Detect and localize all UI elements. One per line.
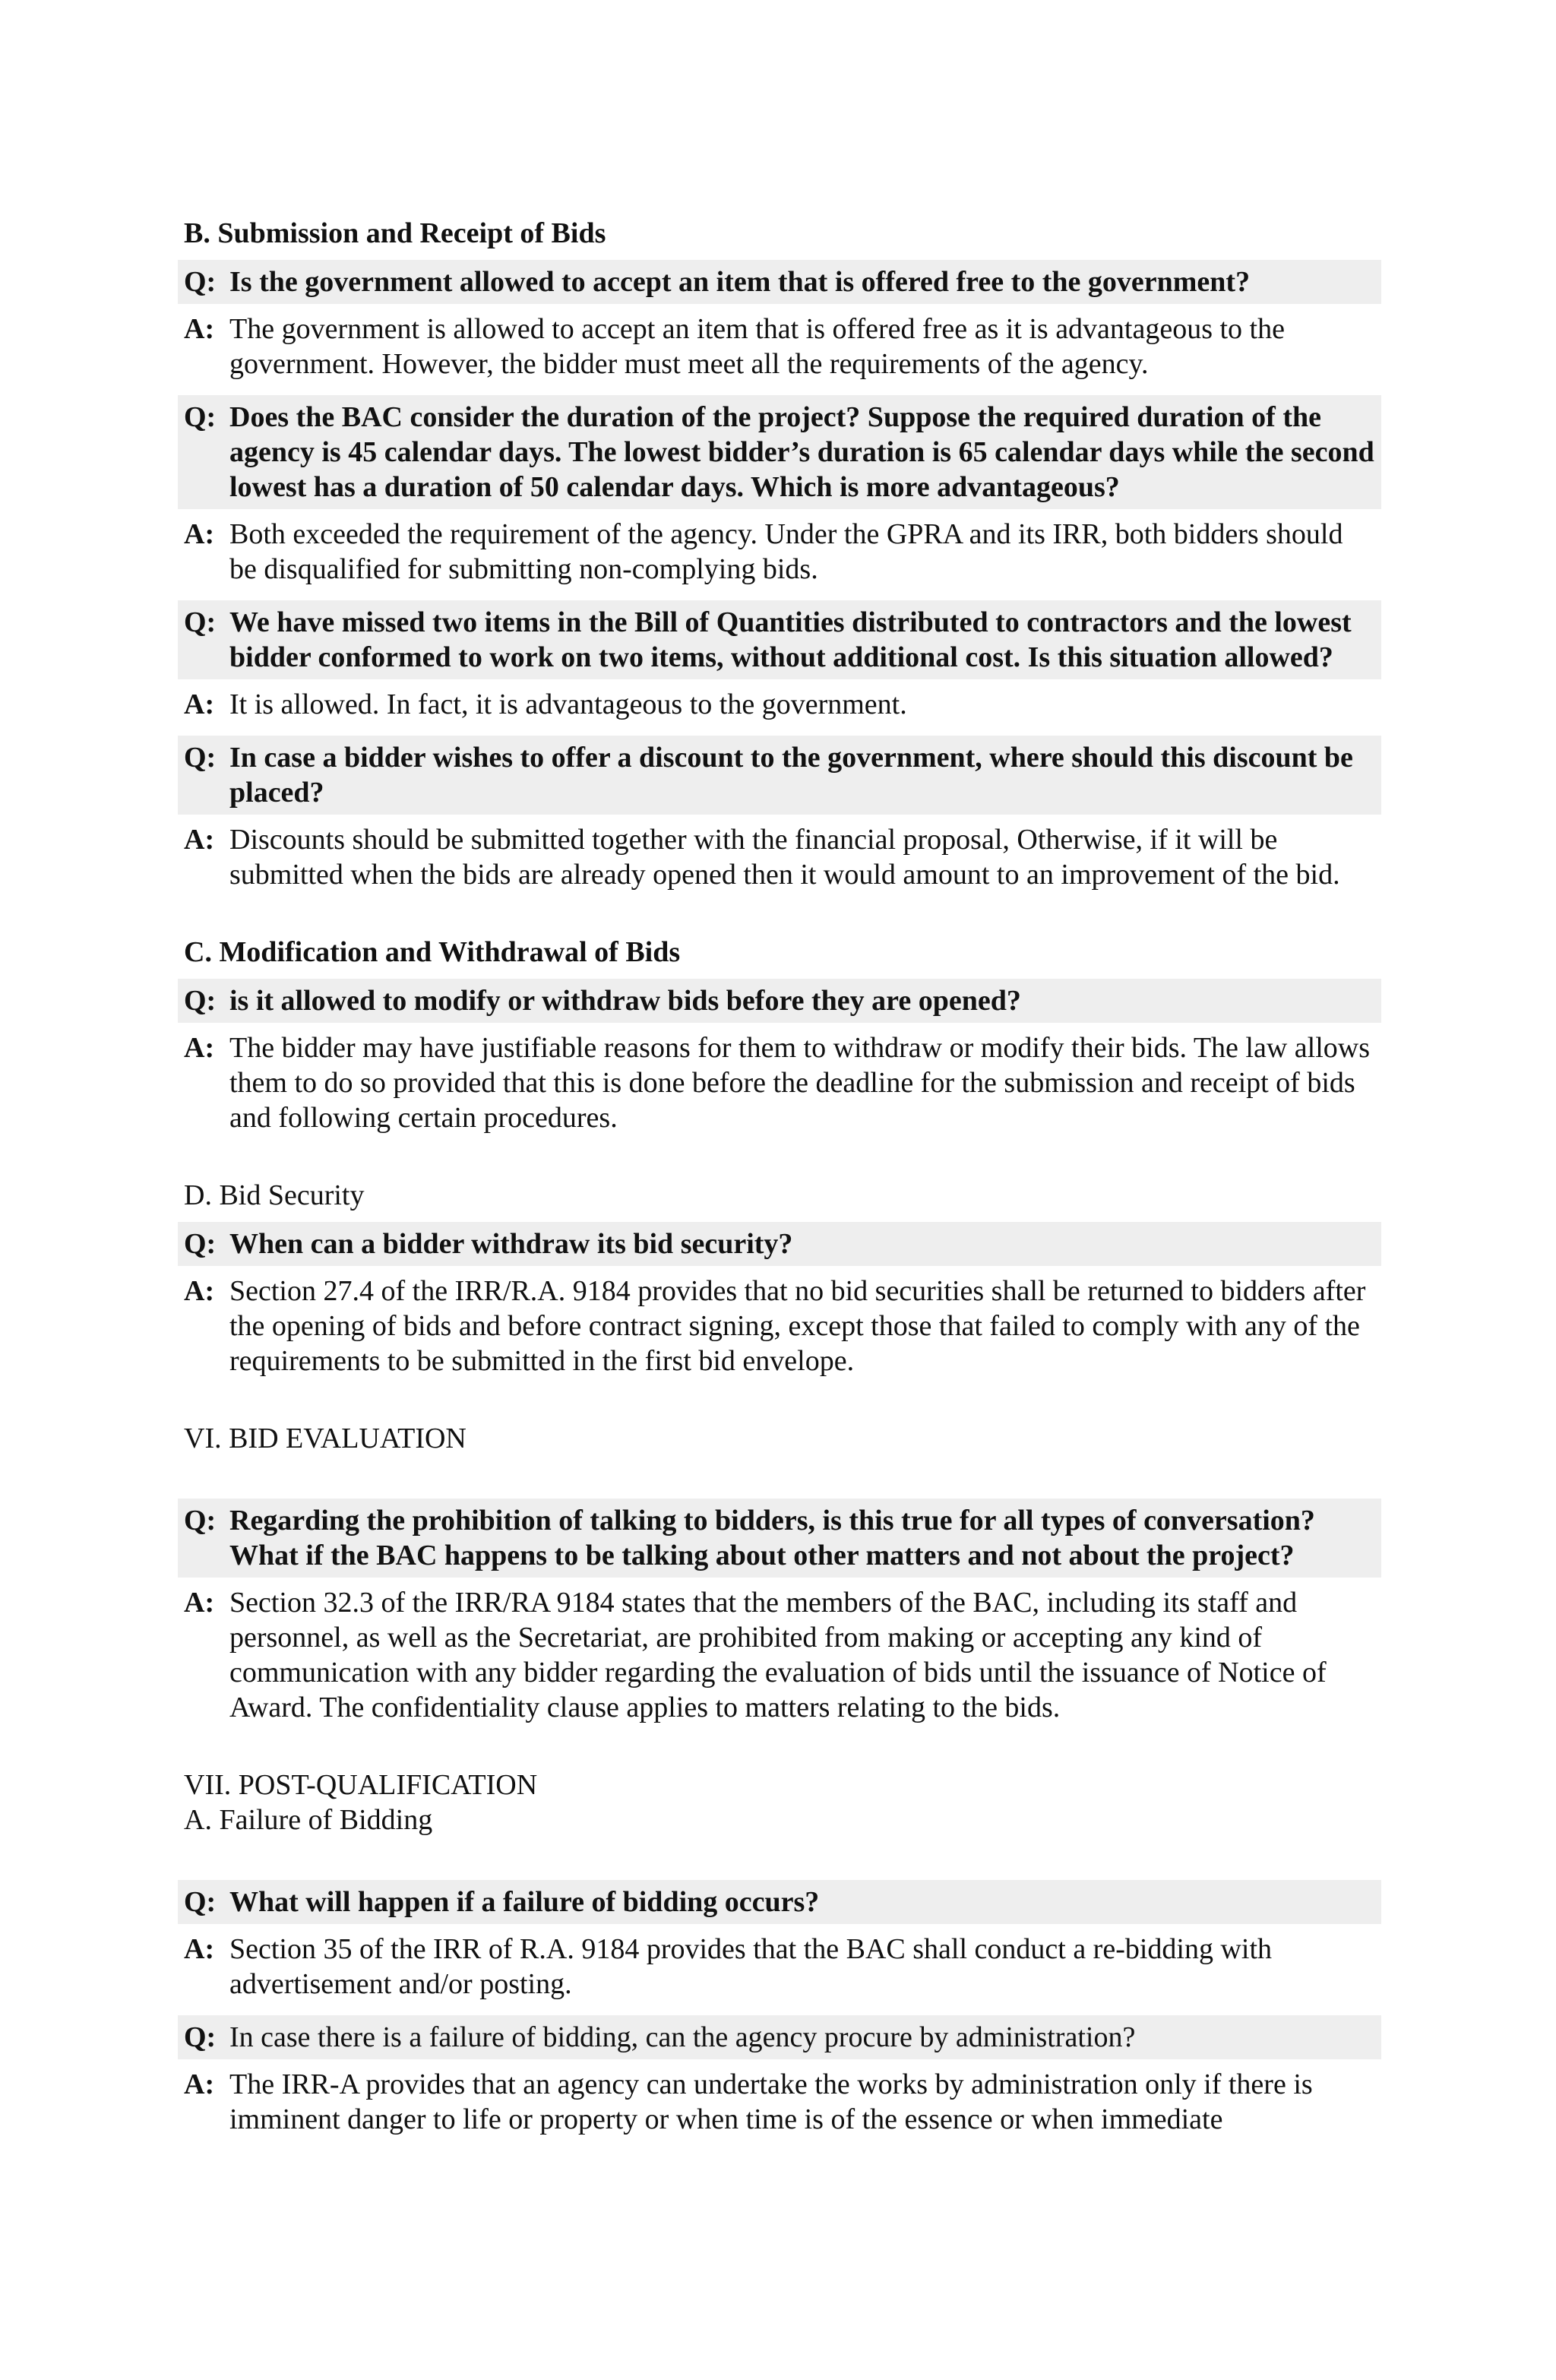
question-text: In case a bidder wishes to offer a discount to the government, where should this discount be placed? <box>229 742 1353 809</box>
section-heading: D. Bid Security <box>184 1179 365 1211</box>
answer-marker: A: <box>184 518 215 550</box>
answer-text: Section 27.4 of the IRR/R.A. 9184 provides that no bid securities shall be returned to bidders after the opening of bids and before contract signing, except those that failed to comply with any of the requirements to be submitted in the first bid envelope. <box>229 1275 1366 1377</box>
document-content <box>178 216 1381 2179</box>
answer-marker: A: <box>184 1933 215 1965</box>
answer-text: It is allowed. In fact, it is advantageous to the government. <box>229 688 907 720</box>
question-marker: Q: <box>184 2021 217 2053</box>
question-text: is it allowed to modify or withdraw bids before they are opened? <box>229 985 1021 1017</box>
answer-marker: A: <box>184 1275 215 1307</box>
question-text: What will happen if a failure of bidding occurs? <box>229 1886 820 1918</box>
question-marker: Q: <box>184 606 217 638</box>
answer-row <box>178 1585 1381 1730</box>
answer-text: Section 35 of the IRR of R.A. 9184 provides that the BAC shall conduct a re-bidding with advertisement and/or posting. <box>229 1933 1273 2000</box>
answer-row <box>178 822 1381 897</box>
question-text: When can a bidder withdraw its bid security? <box>229 1228 793 1260</box>
question-row <box>178 1499 1381 1578</box>
question-marker: Q: <box>184 742 217 774</box>
question-row <box>178 1880 1381 1924</box>
answer-marker: A: <box>184 688 215 720</box>
section-heading: C. Modification and Withdrawal of Bids <box>184 936 681 968</box>
answer-text: The IRR-A provides that an agency can undertake the works by administration only if there is imminent danger to life or property or when time is of the essence or when immediate <box>229 2068 1313 2135</box>
answer-row <box>178 687 1381 726</box>
question-text: We have missed two items in the Bill of Quantities distributed to contractors and the lowest bidder conformed to work on two items, without additional cost. Is this situation allowed? <box>229 606 1352 673</box>
question-marker: Q: <box>184 1886 217 1918</box>
question-row <box>178 260 1381 304</box>
qa-section <box>178 1178 1381 1383</box>
answer-row <box>178 1030 1381 1140</box>
question-marker: Q: <box>184 401 217 433</box>
section-heading: B. Submission and Receipt of Bids <box>184 217 606 249</box>
answer-row <box>178 1274 1381 1383</box>
answer-text: Both exceeded the requirement of the agency. Under the GPRA and its IRR, both bidders should be disqualified for submitting non-complying bids. <box>229 518 1343 585</box>
question-row <box>178 2015 1381 2059</box>
answer-row <box>178 312 1381 386</box>
answer-text: Section 32.3 of the IRR/RA 9184 states that the members of the BAC, including its staff and personnel, as well as the Secretariat, are prohibited from making or accepting any kind of communication with any bidder regarding the evaluation of bids until the issuance of Notice of Award. The confidentiality clause applies to matters relating to the bids. <box>229 1587 1327 1723</box>
section-heading: A. Failure of Bidding <box>184 1804 433 1836</box>
question-text: Is the government allowed to accept an item that is offered free to the government? <box>229 266 1251 298</box>
question-row <box>178 395 1381 509</box>
answer-row <box>178 517 1381 591</box>
section-heading: VI. BID EVALUATION <box>184 1423 466 1454</box>
answer-marker: A: <box>184 824 215 856</box>
question-row <box>178 1222 1381 1266</box>
answer-marker: A: <box>184 313 215 345</box>
question-row <box>178 600 1381 679</box>
qa-section <box>178 216 1381 897</box>
answer-row <box>178 1932 1381 2006</box>
answer-marker: A: <box>184 1587 215 1619</box>
question-row <box>178 979 1381 1023</box>
qa-section <box>178 935 1381 1140</box>
section-heading: VII. POST-QUALIFICATION <box>184 1769 538 1801</box>
answer-text: The bidder may have justifiable reasons for them to withdraw or modify their bids. The law allows them to do so provided that this is done before the deadline for the submission and receipt of bids and following certain procedures. <box>229 1032 1370 1134</box>
qa-section <box>178 1768 1381 2141</box>
question-marker: Q: <box>184 1228 217 1260</box>
question-text: In case there is a failure of bidding, can the agency procure by administration? <box>229 2021 1136 2053</box>
question-text: Regarding the prohibition of talking to bidders, is this true for all types of conversation? What if the BAC happens to be talking about other matters and not about the project? <box>229 1505 1315 1571</box>
answer-marker: A: <box>184 1032 215 1064</box>
question-marker: Q: <box>184 985 217 1017</box>
question-marker: Q: <box>184 1505 217 1537</box>
question-marker: Q: <box>184 266 217 298</box>
question-text: Does the BAC consider the duration of the project? Suppose the required duration of the agency is 45 calendar days. The lowest bidder’s duration is 65 calendar days while the second lowest has a duration of 50 calendar days. Which is more advantageous? <box>229 401 1374 503</box>
answer-text: The government is allowed to accept an item that is offered free as it is advantageous to the government. However, the bidder must meet all the requirements of the agency. <box>229 313 1285 380</box>
answer-row <box>178 2067 1381 2141</box>
answer-marker: A: <box>184 2068 215 2100</box>
question-row <box>178 736 1381 815</box>
qa-section <box>178 1421 1381 1730</box>
answer-text: Discounts should be submitted together with the financial proposal, Otherwise, if it will be submitted when the bids are already opened then it would amount to an improvement of the bid. <box>229 824 1340 891</box>
